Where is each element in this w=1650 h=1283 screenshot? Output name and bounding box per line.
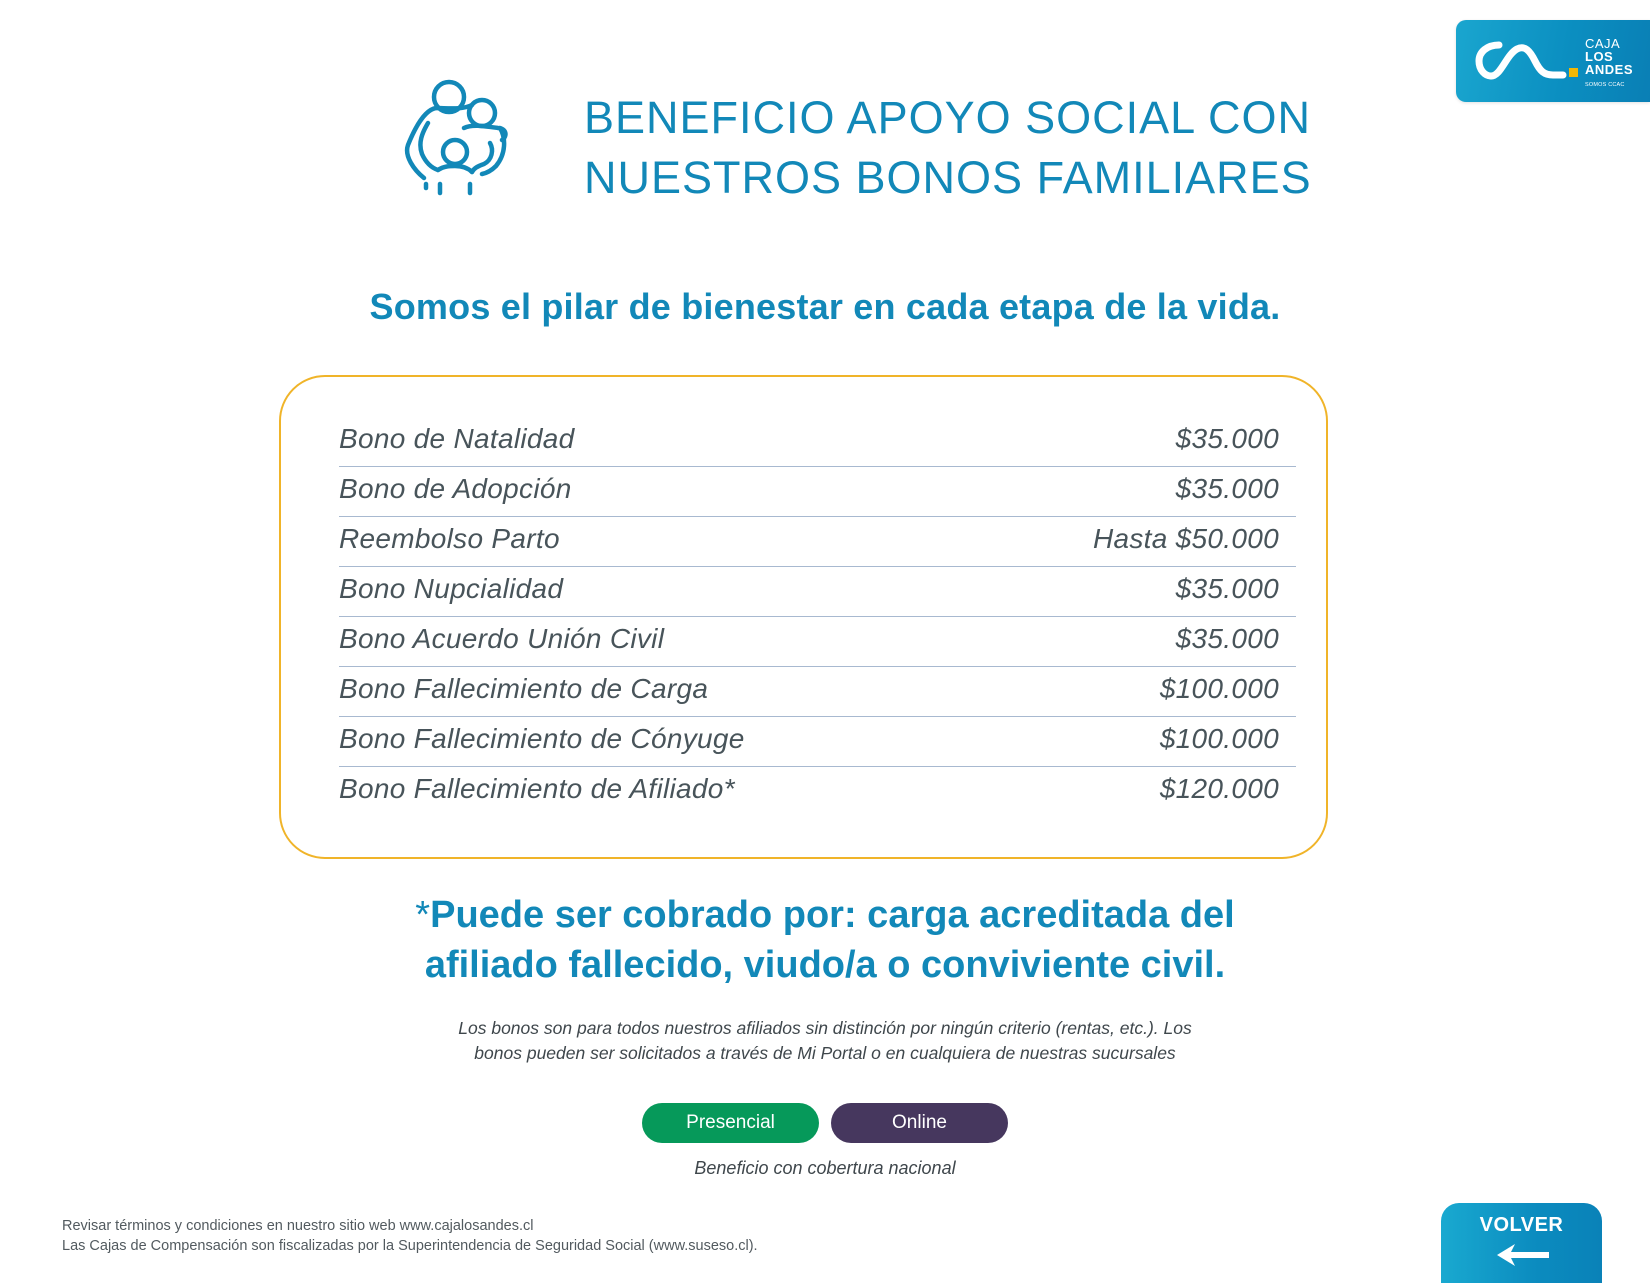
bonus-label: Bono de Adopción — [339, 473, 572, 504]
bonus-label: Bono Nupcialidad — [339, 573, 564, 604]
family-icon — [402, 78, 518, 196]
bonus-row — [339, 717, 1296, 767]
bonus-label: Bono Acuerdo Unión Civil — [339, 623, 665, 654]
bonus-amount: $120.000 — [1159, 773, 1279, 804]
logo-text-tagline: SOMOS CCAC — [1585, 82, 1625, 88]
asterisk: * — [415, 894, 431, 936]
eligibility-note-line-1: Puede ser cobrado por: carga acreditada del — [430, 894, 1235, 936]
bonus-row — [339, 417, 1296, 467]
bonus-label: Bono Fallecimiento de Carga — [339, 673, 709, 704]
back-button-label: VOLVER — [1479, 1214, 1564, 1236]
logo-text-caja: CAJA — [1585, 36, 1621, 51]
page-title-line-1: BENEFICIO APOYO SOCIAL CON — [584, 92, 1311, 143]
bonus-label: Reembolso Parto — [339, 523, 560, 554]
description-line-2: bonos pueden ser solicitados a través de Mi Portal o en cualquiera de nuestras sucursales — [474, 1043, 1176, 1063]
eligibility-note — [0, 890, 1650, 990]
bonus-amount: $35.000 — [1175, 623, 1279, 654]
online-button[interactable]: Online — [831, 1103, 1008, 1143]
coverage-text: Beneficio con cobertura nacional — [694, 1158, 956, 1178]
page-title-line-2: NUESTROS BONOS FAMILIARES — [584, 152, 1312, 203]
logo-text-andes: ANDES — [1585, 62, 1634, 77]
bonus-amount: Hasta $50.000 — [1092, 523, 1279, 554]
bonus-amount: $35.000 — [1175, 473, 1279, 504]
cla-logo-mark-icon — [1473, 37, 1581, 85]
footer-line-2: Las Cajas de Compensación son fiscalizadas por la Superintendencia de Seguridad Social (www.suseso.cl). — [62, 1238, 758, 1254]
eligibility-note-line-2: afiliado fallecido, viudo/a o conviviente civil. — [424, 944, 1226, 986]
bonus-amount: $35.000 — [1175, 423, 1279, 454]
bonus-row — [339, 667, 1296, 717]
bonus-label: Bono de Natalidad — [339, 423, 575, 454]
bonus-amount: $100.000 — [1159, 723, 1279, 754]
logo-text-los: LOS — [1585, 49, 1614, 64]
bonus-list — [339, 417, 1296, 817]
arrow-left-icon — [1495, 1243, 1551, 1267]
logo-wordmark — [1585, 37, 1633, 92]
bonus-row — [339, 617, 1296, 667]
presencial-button[interactable]: Presencial — [642, 1103, 819, 1143]
bonus-label: Bono Fallecimiento de Cónyuge — [339, 723, 745, 754]
footer-line-1: Revisar términos y condiciones en nuestro sitio web www.cajalosandes.cl — [62, 1218, 534, 1234]
tagline: Somos el pilar de bienestar en cada etapa de la vida. — [369, 286, 1281, 327]
bonus-row — [339, 517, 1296, 567]
bonus-amount: $100.000 — [1159, 673, 1279, 704]
bonus-row — [339, 767, 1296, 817]
caja-los-andes-logo — [1456, 20, 1650, 102]
footer-disclaimer — [62, 1216, 758, 1256]
description-line-1: Los bonos son para todos nuestros afiliados sin distinción por ningún criterio (rentas, etc.). Los — [458, 1018, 1192, 1038]
bonus-amount: $35.000 — [1175, 573, 1279, 604]
description — [0, 1016, 1650, 1066]
page-title — [584, 88, 1312, 208]
bonus-label: Bono Fallecimiento de Afiliado* — [339, 773, 735, 804]
bonus-row — [339, 467, 1296, 517]
back-button[interactable] — [1441, 1203, 1602, 1283]
bonus-row — [339, 567, 1296, 617]
